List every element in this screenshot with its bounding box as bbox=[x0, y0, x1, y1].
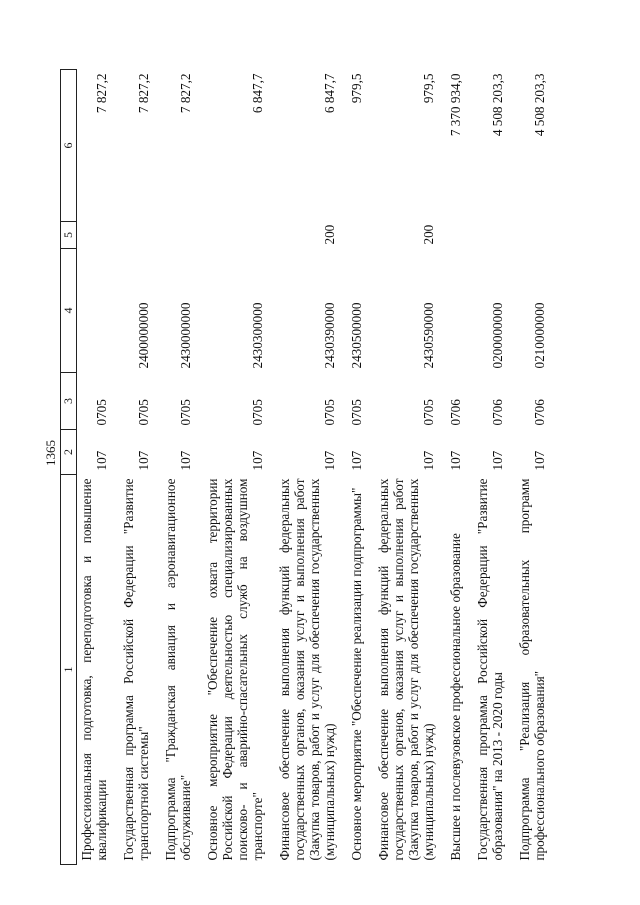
row-amount-cell: 7 827,2 bbox=[136, 73, 151, 114]
table-row bbox=[154, 70, 196, 865]
row-section-cell: 0706 bbox=[448, 399, 463, 426]
row-section-cell: 0705 bbox=[349, 399, 364, 426]
row-amount-cell: 7 827,2 bbox=[94, 73, 109, 114]
row-name-cell: Подпрограмма "Гражданская авиация и аэронавигационное обслуживание" bbox=[163, 478, 193, 861]
row-code-cell: 107 bbox=[136, 450, 151, 471]
row-code-cell: 107 bbox=[94, 450, 109, 471]
table-row bbox=[112, 70, 154, 865]
row-name-cell: Высшее и послевузовское профессиональное образование bbox=[448, 533, 463, 861]
row-section-cell: 0706 bbox=[532, 399, 547, 426]
row-name-cell: Основное мероприятие "Обеспечение охвата территории Российской Федерации деятельностью специализированных поисково- и аварийно-спасательных служб на воздушном транспорте" bbox=[205, 478, 265, 861]
row-target-article-cell: 2430500000 bbox=[349, 302, 364, 369]
table-row bbox=[367, 70, 439, 865]
row-name-cell: Профессиональная подготовка, переподготовка и повышение квалификации bbox=[79, 478, 109, 861]
row-section-cell: 0705 bbox=[250, 399, 265, 426]
row-expense-type-cell bbox=[77, 222, 113, 249]
row-code-cell: 107 bbox=[421, 450, 436, 471]
row-code-cell: 107 bbox=[250, 450, 265, 471]
row-expense-type-cell bbox=[154, 222, 196, 249]
row-section-cell: 0705 bbox=[94, 399, 109, 426]
row-amount-cell: 7 827,2 bbox=[178, 73, 193, 114]
row-target-article-cell: 2430300000 bbox=[250, 302, 265, 369]
row-name-cell: Государственная программа Российской Федерации "Развитие образования" на 2013 - 2020 годы bbox=[475, 478, 505, 861]
table-row bbox=[439, 70, 466, 865]
row-amount-cell: 4 508 203,3 bbox=[532, 73, 547, 137]
table-row bbox=[340, 70, 367, 865]
table-row bbox=[77, 70, 113, 865]
budget-table bbox=[60, 69, 550, 865]
table-row bbox=[196, 70, 268, 865]
row-code-cell: 107 bbox=[322, 450, 337, 471]
page-number: 1365 bbox=[43, 440, 58, 466]
row-expense-type-cell: 200 bbox=[322, 224, 337, 245]
row-amount-cell: 6 847,7 bbox=[250, 73, 265, 114]
row-target-article-cell: 0210000000 bbox=[532, 302, 547, 369]
table-body bbox=[77, 70, 551, 865]
row-target-article-cell: 2400000000 bbox=[136, 302, 151, 369]
row-code-cell: 107 bbox=[178, 450, 193, 471]
row-expense-type-cell bbox=[112, 222, 154, 249]
row-code-cell: 107 bbox=[490, 450, 505, 471]
row-code-cell: 107 bbox=[349, 450, 364, 471]
row-section-cell: 0706 bbox=[490, 399, 505, 426]
row-section-cell: 0705 bbox=[178, 399, 193, 426]
header-cell-5: 5 bbox=[61, 222, 77, 249]
row-expense-type-cell: 200 bbox=[421, 224, 436, 245]
row-expense-type-cell bbox=[340, 222, 367, 249]
row-code-cell: 107 bbox=[532, 450, 547, 471]
row-target-article-cell: 2430590000 bbox=[421, 302, 436, 369]
row-target-article-cell bbox=[77, 249, 113, 373]
header-row bbox=[61, 70, 77, 865]
row-section-cell: 0705 bbox=[421, 399, 436, 426]
row-expense-type-cell bbox=[466, 222, 508, 249]
row-amount-cell: 4 508 203,3 bbox=[490, 73, 505, 137]
row-target-article-cell: 0200000000 bbox=[490, 302, 505, 369]
header-cell-1: 1 bbox=[61, 475, 77, 865]
row-amount-cell: 979,5 bbox=[349, 73, 364, 104]
row-section-cell: 0705 bbox=[322, 399, 337, 426]
row-expense-type-cell bbox=[196, 222, 268, 249]
row-name-cell: Финансовое обеспечение выполнения функций федеральных государственных органов, оказания услуг и выполнения работ (Закупка товаров, работ и услуг для обеспечения государственных (муниципальных) нужд) bbox=[376, 478, 436, 861]
header-cell-3: 3 bbox=[61, 373, 77, 430]
table-row bbox=[268, 70, 340, 865]
row-expense-type-cell bbox=[508, 222, 550, 249]
row-name-cell: Финансовое обеспечение выполнения функций федеральных государственных органов, оказания услуг и выполнения работ (Закупка товаров, работ и услуг для обеспечения государственных (муниципальных) нужд) bbox=[277, 478, 337, 861]
row-name-cell: Государственная программа Российской Федерации "Развитие транспортной системы" bbox=[121, 478, 151, 861]
row-amount-cell: 7 370 934,0 bbox=[448, 73, 463, 137]
row-name-cell: Подпрограмма "Реализация образовательных программ профессионального образования" bbox=[517, 478, 547, 861]
row-name-cell: Основное мероприятие "Обеспечение реализации подпрограммы" bbox=[349, 487, 364, 861]
row-target-article-cell: 2430000000 bbox=[178, 302, 193, 369]
header-cell-4: 4 bbox=[61, 249, 77, 373]
table-row bbox=[508, 70, 550, 865]
header-cell-6: 6 bbox=[61, 70, 77, 222]
row-amount-cell: 6 847,7 bbox=[322, 73, 337, 114]
table-row bbox=[466, 70, 508, 865]
row-section-cell: 0705 bbox=[136, 399, 151, 426]
header-cell-2: 2 bbox=[61, 430, 77, 475]
row-target-article-cell bbox=[439, 249, 466, 373]
row-amount-cell: 979,5 bbox=[421, 73, 436, 104]
row-expense-type-cell bbox=[439, 222, 466, 249]
row-target-article-cell: 2430390000 bbox=[322, 302, 337, 369]
row-code-cell: 107 bbox=[448, 450, 463, 471]
